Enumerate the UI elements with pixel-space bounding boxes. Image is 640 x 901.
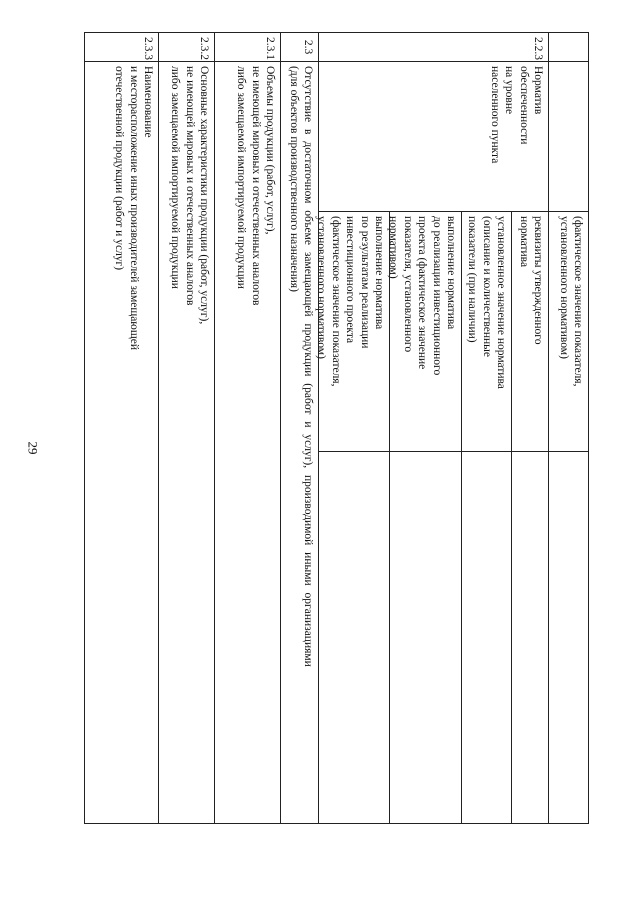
row-name-cell [549,62,588,212]
indicator-line: (фактическое значение показателя, [329,216,342,387]
criteria-table [84,32,589,824]
table-wrapper [84,32,589,824]
value-cell [319,452,548,824]
indicator-line: норматива [517,216,530,268]
section-heading-line: Отсутствие в достаточном объеме замещающей продукции (работ и услуг), производимой иными организациями [302,66,314,667]
indicator-line: до реализации инвестиционного [430,216,443,376]
indicator-line: нормативом) [387,216,400,279]
indicator-line: показателя, установленного [401,216,414,353]
row-text-cell [215,62,280,824]
indicator-line: инвестиционного проекта [344,216,357,344]
row-text-line: отечественной продукции (работ и услуг) [113,66,126,271]
indicator-line: установленное значение норматива [495,216,507,389]
table-row [215,32,281,824]
name-line: населенного пункта [488,66,501,164]
indicator-line: показатели (при наличии) [466,216,479,343]
indicator-line: проекта (фактическое значение [416,216,429,370]
row-text-line: и месторасположение иных производителей замещающей [127,66,140,351]
value-subcell [512,452,548,823]
value-subcell [390,452,462,823]
section-heading-cell [281,62,318,824]
indicator-text: (фактическое значение показателя, установленного нормативом) [557,216,584,387]
row-text-cell [159,62,214,824]
name-line: Норматив [532,66,544,115]
indicator-line: выполнение норматива [373,216,385,330]
value-cell [549,452,588,824]
indicator-subcell [462,212,512,451]
row-text-line: Наименование [142,66,154,138]
indicator-line: установленного нормативом) [315,216,328,359]
table-row [159,32,215,824]
row-number-cell: 2.3.2 [159,32,214,62]
indicator-line: выполнение норматива [445,216,457,330]
row-name-cell [319,62,548,212]
row-text-cell [85,62,158,824]
row-text-line: либо замещаемой импортируемой продукции [169,66,182,289]
row-text-line: не имеющей мировых и отечественных аналогов [249,66,262,306]
table-row [281,32,319,824]
row-number-cell [549,32,588,62]
indicator-line: по результатам реализации [358,216,371,349]
row-text-line: Основные характеристики продукции (работ, услуг), [198,66,210,325]
name-line: обеспеченности [517,66,530,145]
indicator-cell [549,212,588,452]
row-number-cell: 2.3 [281,32,318,62]
table-row [84,32,159,824]
value-subcell [318,452,390,823]
indicator-line: (описание и количественные [480,216,493,357]
indicator-subcell [315,212,390,451]
row-number-cell: 2.3.3 [85,32,158,62]
name-line: на уровне [503,66,516,115]
value-subcell [462,452,512,823]
table-row [549,32,589,824]
indicator-subcell [512,212,548,451]
row-text-line: не имеющей мировых и отечественных аналогов [183,66,196,306]
row-number-cell: 2.2.3 [319,32,548,62]
indicator-cell [315,212,548,452]
row-number-cell: 2.3.1 [215,32,280,62]
page-number: 29 [25,441,41,455]
table-row [315,32,549,824]
indicator-line: реквизиты утвержденного [532,216,544,345]
row-text-line: Объемы продукции (работ, услуг), [264,66,276,235]
section-heading-line: (для объектов производственного назначения) [287,66,300,292]
row-text-line: либо замещаемой импортируемой продукции [235,66,248,289]
indicator-subcell [387,212,462,451]
